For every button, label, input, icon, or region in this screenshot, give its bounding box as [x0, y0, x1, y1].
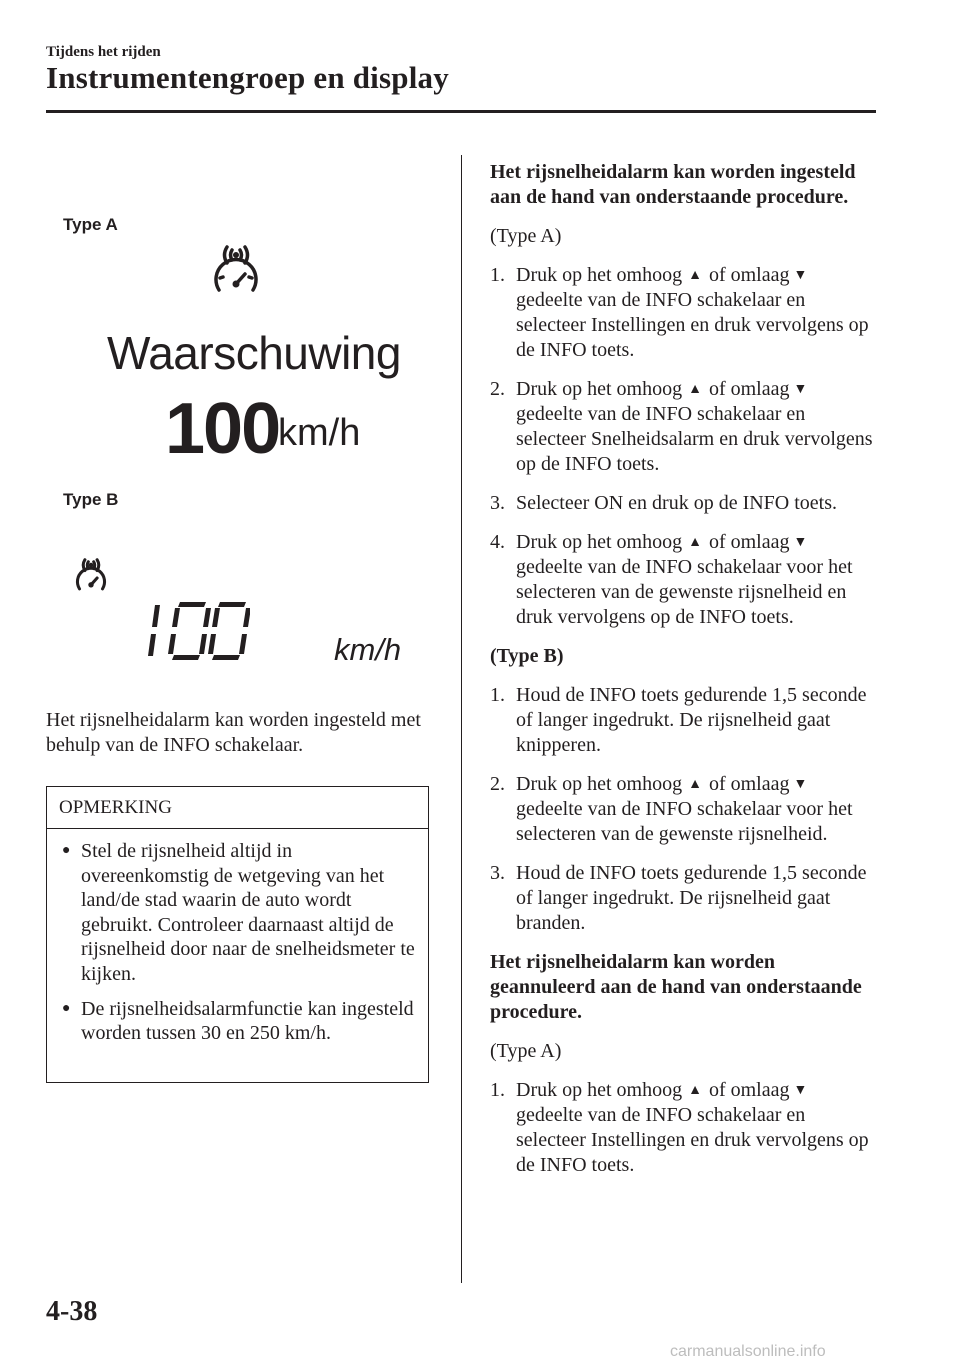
note-box [46, 786, 429, 1083]
title-rule [46, 110, 876, 113]
cancel-heading: Het rijsnelheidalarm kan worden geannuleerd aan de hand van onderstaande procedure. [490, 951, 862, 1023]
down-arrow-icon: ▼ [793, 268, 808, 283]
step-text: of omlaag [708, 378, 790, 400]
step-number: 2. [490, 773, 505, 795]
step-text: Houd de INFO toets gedurende 1,5 seconde of langer ingedrukt. De rijsnelheid gaat branden. [516, 862, 867, 934]
step-text: Druk op het omhoog [516, 773, 683, 795]
up-arrow-icon: ▲ [688, 1083, 702, 1098]
up-arrow-icon: ▲ [688, 268, 702, 283]
set-heading: Het rijsnelheidalarm kan worden ingesteld aan de hand van onderstaande procedure. [490, 161, 856, 208]
note-item [59, 997, 421, 1046]
step-item [490, 683, 875, 758]
type-b-speed-unit: km/h [334, 632, 402, 667]
page-number: 4-38 [46, 1296, 98, 1327]
step-text: of omlaag [708, 773, 790, 795]
type-a-heading: (Type A) [490, 225, 562, 247]
step-text: gedeelte van de INFO schakelaar voor het selecteren van de gewenste rijsnelheid en druk vervolgens op de INFO toets. [516, 556, 853, 628]
column-divider [461, 155, 462, 1283]
note-item-text: De rijsnelheidsalarmfunctie kan ingesteld worden tussen 30 en 250 km/h. [81, 997, 414, 1045]
step-text: Selecteer ON en druk op de INFO toets. [516, 492, 838, 514]
step-item [490, 263, 875, 363]
step-text: Druk op het omhoog [516, 1079, 683, 1101]
speed-alarm-icon [205, 240, 267, 302]
down-arrow-icon: ▼ [793, 1083, 808, 1098]
bullet-icon: ● [62, 1000, 71, 1016]
step-number: 1. [490, 684, 505, 706]
section-label: Tijdens het rijden [46, 44, 161, 60]
step-number: 2. [490, 378, 505, 400]
step-item [490, 772, 875, 847]
type-a-heading-2: (Type A) [490, 1040, 562, 1062]
watermark: carmanualsonline.info [670, 1343, 826, 1360]
type-b-label: Type B [63, 490, 119, 509]
note-title: OPMERKING [47, 787, 428, 829]
type-a-speed-unit: km/h [278, 412, 361, 454]
down-arrow-icon: ▼ [793, 382, 808, 397]
step-item [490, 377, 875, 477]
warning-text: Waarschuwing [107, 327, 401, 379]
step-item [490, 1078, 875, 1178]
type-b-heading: (Type B) [490, 645, 564, 667]
note-item-text: Stel de rijsnelheid altijd in overeenkomstig de wetgeving van het land/de stad waarin de auto wordt gebruikt. Controleer daarnaast altijd de rijsnelheid door naar de snelheidsmeter te kijken. [81, 840, 415, 985]
step-text: of omlaag [708, 531, 790, 553]
step-item [490, 530, 875, 630]
down-arrow-icon: ▼ [793, 535, 808, 550]
up-arrow-icon: ▲ [688, 382, 702, 397]
step-text: gedeelte van de INFO schakelaar en selecteer Instellingen en druk vervolgens op de INFO toets. [516, 1104, 869, 1176]
step-number: 4. [490, 531, 505, 553]
step-text: gedeelte van de INFO schakelaar en selecteer Instellingen en druk vervolgens op de INFO toets. [516, 289, 869, 361]
type-a-label: Type A [63, 215, 118, 234]
bullet-icon: ● [62, 843, 71, 858]
step-number: 1. [490, 1079, 505, 1101]
page-title: Instrumentengroep en display [46, 60, 449, 95]
intro-paragraph: Het rijsnelheidalarm kan worden ingesteld met behulp van de INFO schakelaar. [46, 709, 421, 756]
type-a-speed-value: 100 [165, 389, 280, 469]
type-b-segment-display [138, 598, 250, 664]
note-list [59, 839, 421, 1056]
step-text: of omlaag [708, 1079, 790, 1101]
up-arrow-icon: ▲ [688, 535, 702, 550]
step-text: gedeelte van de INFO schakelaar en selecteer Snelheidsalarm en druk vervolgens op de INFO toets. [516, 403, 873, 475]
step-text: gedeelte van de INFO schakelaar voor het selecteren van de gewenste rijsnelheid. [516, 798, 853, 845]
step-text: Houd de INFO toets gedurende 1,5 seconde of langer ingedrukt. De rijsnelheid gaat knipperen. [516, 684, 867, 756]
step-number: 1. [490, 264, 505, 286]
speed-alarm-icon [70, 555, 112, 597]
step-text: Druk op het omhoog [516, 378, 683, 400]
step-text: Druk op het omhoog [516, 531, 683, 553]
step-text: of omlaag [708, 264, 790, 286]
step-number: 3. [490, 862, 505, 884]
step-item [490, 861, 875, 936]
note-item [59, 839, 421, 987]
right-column [490, 160, 875, 1192]
down-arrow-icon: ▼ [793, 777, 808, 792]
step-item [490, 491, 875, 516]
up-arrow-icon: ▲ [688, 777, 702, 792]
step-text: Druk op het omhoog [516, 264, 683, 286]
step-number: 3. [490, 492, 505, 514]
